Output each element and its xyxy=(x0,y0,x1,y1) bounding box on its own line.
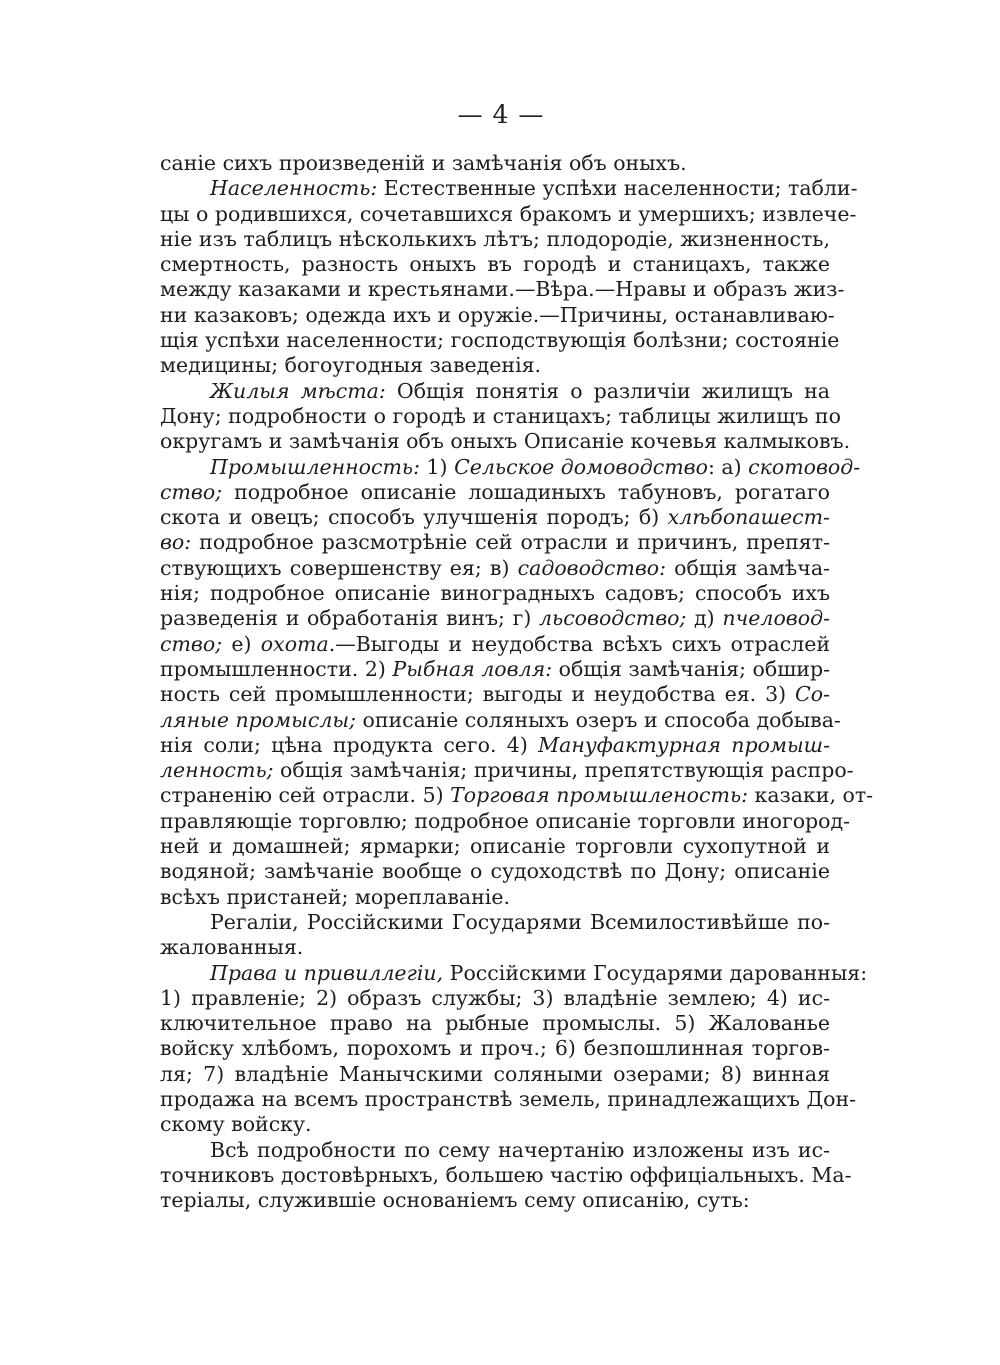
text-run: нія; подробное описаніе виноградныхъ садовъ; способъ ихъ xyxy=(160,581,830,606)
text-line xyxy=(160,227,830,252)
text-run: медицины; богоугодныя заведенія. xyxy=(160,353,542,378)
text-run: правляющіе торговлю; подробное описаніе торговли иногород- xyxy=(160,808,851,833)
italic-text: садоводство: xyxy=(517,555,667,580)
text-line xyxy=(160,1138,830,1163)
text-line xyxy=(160,353,830,378)
page-number: — 4 — xyxy=(457,100,545,129)
text-run: войску хлѣбомъ, порохомъ и проч.; 6) безпошлинная торгов- xyxy=(160,1036,830,1061)
text-line xyxy=(160,682,830,707)
text-run: нія соли; цѣна продукта сего. 4) xyxy=(160,732,539,757)
text-run: : а) xyxy=(707,454,749,479)
text-line xyxy=(160,480,830,505)
text-line xyxy=(160,277,845,302)
text-run: Регаліи, Россійскими Государями Всемилостивѣйше по- xyxy=(210,909,830,934)
text-run: ни казаковъ; одежда ихъ и оружіе.—Причины, останавливаю- xyxy=(160,302,835,327)
text-run: ней и домашней; ярмарки; описаніе торговли сухопутной и xyxy=(160,834,830,859)
document-page xyxy=(160,100,874,1213)
text-run: Всѣ подробности по сему начертанію изложены изъ ис- xyxy=(210,1137,830,1162)
text-line xyxy=(160,1112,830,1137)
text-run: е) xyxy=(222,631,261,656)
text-line xyxy=(160,910,830,935)
text-run: всѣхъ пристаней; мореплаваніе. xyxy=(160,884,510,909)
text-run: 1) xyxy=(419,454,455,479)
text-line xyxy=(160,201,857,227)
text-run: продажа на всемъ пространствѣ земель, принадлежащихъ Дон- xyxy=(160,1086,857,1111)
text-line xyxy=(160,1162,852,1188)
text-run: ключительное право на рыбные промыслы. 5) Жалованье xyxy=(160,1011,830,1036)
text-body xyxy=(160,151,874,1213)
italic-text: Со- xyxy=(795,682,830,707)
italic-text: Рыбная ловля: xyxy=(392,656,553,681)
text-run: Общія понятія о различіи жилищъ на xyxy=(385,378,830,403)
text-line xyxy=(160,151,830,176)
text-line xyxy=(160,379,830,404)
text-line xyxy=(160,1188,830,1213)
text-line xyxy=(160,302,835,328)
text-run: цы о родившихся, сочетавшихся бракомъ и умершихъ; извлече- xyxy=(160,201,857,226)
text-run: саніе сихъ произведеній и замѣчанія объ оныхъ. xyxy=(160,151,687,175)
italic-text: охота. xyxy=(260,631,336,656)
text-run: Россійскими Государями дарованныя: xyxy=(443,960,868,985)
text-run: смертность, разность оныхъ въ городѣ и станицахъ, также xyxy=(160,252,830,277)
text-run: ность сей промышленности; выгоды и неудобства ея. 3) xyxy=(160,682,796,707)
text-run: водяной; замѣчаніе вообще о судоходствѣ по Дону; описаніе xyxy=(160,859,830,884)
text-line xyxy=(160,1011,830,1036)
italic-text: Сельское домоводство xyxy=(454,454,708,479)
text-line xyxy=(160,176,858,201)
text-run: общія замѣчанія; обшир- xyxy=(552,656,830,681)
text-run: общія замѣчанія; причины, препятствующія распро- xyxy=(273,758,854,783)
text-run: теріалы, служившіе основаніемъ сему описанію, суть: xyxy=(160,1188,750,1213)
text-run: промышленности. 2) xyxy=(160,656,393,681)
text-run: описаніе соляныхъ озеръ и способа добыва- xyxy=(355,707,841,732)
italic-text: пчеловод- xyxy=(722,606,830,631)
text-run: Естественные успѣхи населенности; табли- xyxy=(377,176,858,201)
text-run: ніе изъ таблицъ нѣсколькихъ лѣтъ; плодородіе, жизненность, xyxy=(160,226,830,251)
italic-text: скотовод- xyxy=(748,454,861,479)
italic-text: Промышленность: xyxy=(210,454,420,479)
italic-text: ство; xyxy=(160,479,223,504)
text-line xyxy=(160,657,830,682)
text-run: округамъ и замѣчанія объ оныхъ Описаніе кочевья калмыковъ. xyxy=(160,429,851,454)
text-run: казаки, от- xyxy=(748,783,874,808)
text-run: скому войску. xyxy=(160,1112,312,1137)
italic-text: Жилыя мѣста: xyxy=(210,378,386,403)
text-run: ля; 7) владѣніе Манычскими соляными озерами; 8) винная xyxy=(160,1061,830,1086)
text-line xyxy=(160,606,830,631)
text-run: —Выгоды и неудобства всѣхъ сихъ отраслей xyxy=(335,631,830,656)
text-line xyxy=(160,885,830,910)
text-line xyxy=(160,808,851,834)
italic-text: Права и привиллегіи, xyxy=(210,960,444,985)
text-run: 1) правленіе; 2) образъ службы; 3) владѣніе землею; 4) ис- xyxy=(160,985,830,1010)
text-run: Дону; подробности о городѣ и станицахъ; таблицы жилищъ по xyxy=(160,403,841,428)
text-line xyxy=(160,935,830,960)
text-line xyxy=(160,252,830,277)
italic-text: во: xyxy=(160,530,192,555)
text-line xyxy=(160,1062,830,1087)
text-line xyxy=(160,632,830,657)
text-run: точниковъ достовѣрныхъ, большею частію оффиціальныхъ. Ма- xyxy=(160,1162,852,1187)
text-line xyxy=(160,556,830,581)
text-run: щія успѣхи населенности; господствующія болѣзни; состояніе xyxy=(160,328,840,353)
text-line xyxy=(160,707,841,733)
text-run: страненію сей отрасли. 5) xyxy=(160,783,451,808)
italic-text: ляные промыслы; xyxy=(160,707,356,732)
text-line xyxy=(160,429,851,454)
text-line xyxy=(160,581,830,606)
text-run: разведенія и обработанія винъ; г) xyxy=(160,606,539,631)
text-run: подробное разсмотрѣніе сей отрасли и причинъ, препят- xyxy=(191,530,830,555)
text-run: скота и овецъ; способъ улучшенія породъ; б) xyxy=(160,505,668,530)
italic-text: льсоводство; xyxy=(538,606,687,631)
text-line xyxy=(160,986,830,1011)
text-run: общія замѣча- xyxy=(666,555,830,580)
text-line xyxy=(160,1086,857,1112)
text-line xyxy=(160,1036,830,1061)
text-line xyxy=(160,454,861,480)
italic-text: Торговая промышленость: xyxy=(450,783,749,808)
text-line xyxy=(160,834,830,859)
text-line xyxy=(160,530,830,555)
text-line xyxy=(160,758,854,783)
italic-text: Населенность: xyxy=(210,176,378,201)
text-line xyxy=(160,505,830,530)
italic-text: Мануфактурная промыш- xyxy=(538,732,830,757)
italic-text: ленность; xyxy=(160,758,274,783)
text-line xyxy=(160,960,868,986)
text-line xyxy=(160,783,874,808)
italic-text: хлѣбопашест- xyxy=(667,505,830,530)
text-line xyxy=(160,403,841,429)
text-line xyxy=(160,859,830,884)
italic-text: ство; xyxy=(160,631,223,656)
text-run: ствующихъ совершенству ея; в) xyxy=(160,555,518,580)
text-run: между казаками и крестьянами.—Вѣра.—Нравы и образъ жиз- xyxy=(160,277,845,302)
text-run: подробное описаніе лошадиныхъ табуновъ, рогатаго xyxy=(222,479,830,504)
text-run: жалованныя. xyxy=(160,935,304,960)
text-run: д) xyxy=(686,606,723,631)
text-line xyxy=(160,733,830,758)
text-line xyxy=(160,328,840,353)
